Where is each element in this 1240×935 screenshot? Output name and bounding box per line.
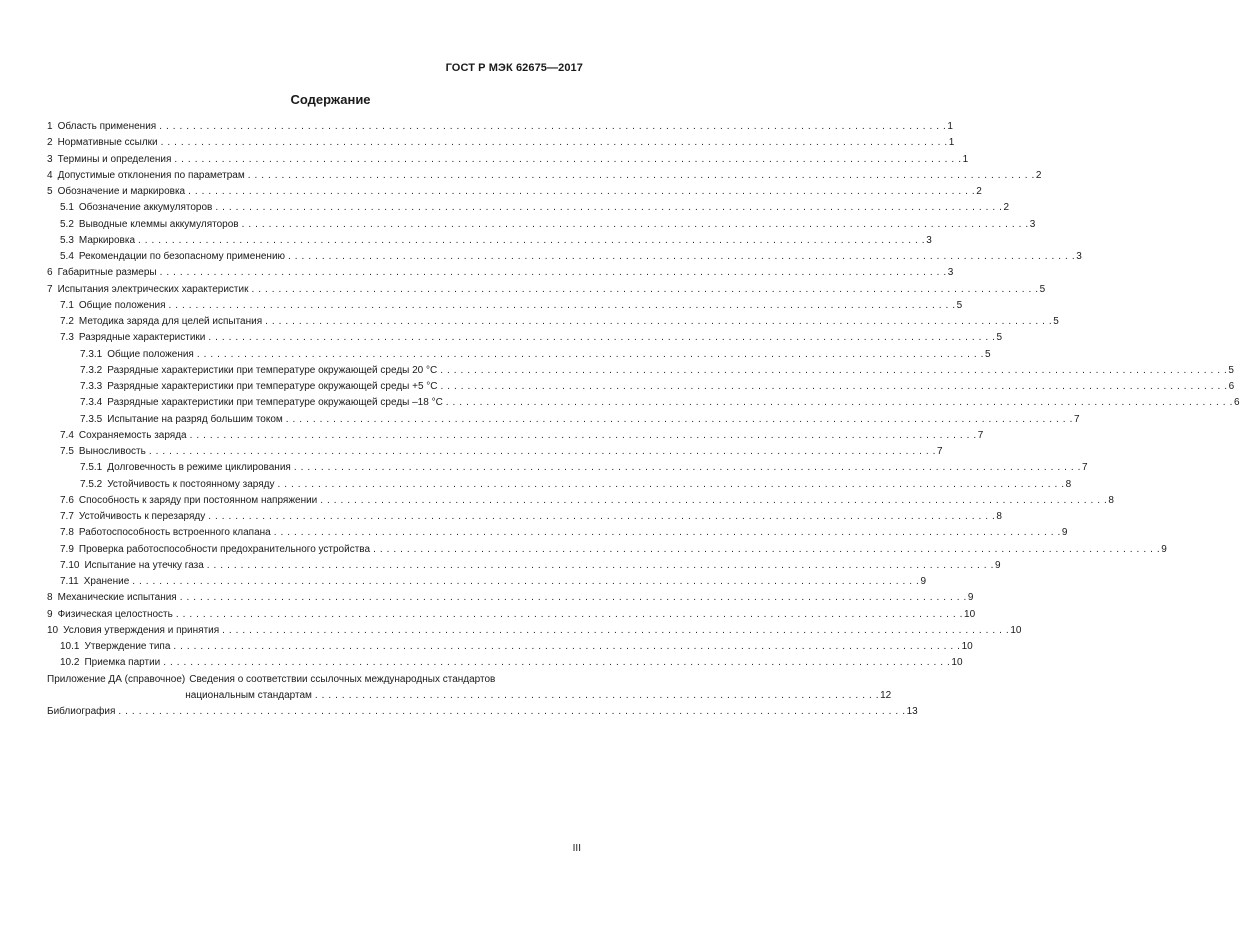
dot-leader (265, 314, 1052, 330)
toc-entry-number: 7.4 (60, 429, 74, 441)
toc-entry[interactable] (47, 152, 969, 168)
toc-entry-page-number: 5 (956, 299, 963, 311)
toc-entry-number: 7.3.4 (80, 397, 103, 409)
toc-entry[interactable] (47, 542, 1167, 558)
toc-entry-number: 7.3.2 (80, 364, 103, 376)
toc-entry-page-number: 6 (1228, 381, 1235, 392)
toc-entry[interactable] (47, 509, 1002, 525)
toc-entry-title: Утверждение типа (84, 641, 171, 652)
toc-entry-title: Рекомендации по безопасному применению (78, 251, 286, 262)
toc-entry-page-number: 9 (1061, 527, 1068, 539)
toc-entry[interactable] (47, 395, 1240, 411)
toc-entry-number: 5.4 (60, 251, 74, 262)
toc-entry-title: Выводные клеммы аккумуляторов (78, 218, 239, 230)
toc-entry-title: Область применения (57, 121, 157, 132)
dot-leader (180, 590, 967, 606)
toc-entry-page-number: 3 (1029, 218, 1036, 230)
toc-entry-title: Методика заряда для целей испытания (78, 316, 263, 327)
toc-entry[interactable] (47, 412, 1080, 428)
toc-entry-number: 7.10 (60, 559, 80, 571)
toc-entry[interactable] (47, 249, 1082, 265)
toc-entry-title: Проверка работоспособности предохранительного устройства (78, 543, 371, 555)
dot-leader (132, 574, 919, 590)
dot-leader (163, 655, 950, 671)
toc-entry-title: Маркировка (78, 234, 136, 246)
toc-entry-title: Условия утверждения и принятия (63, 624, 220, 636)
toc-entry-page-number: 5 (1039, 283, 1046, 295)
toc-entry-number: 7.7 (60, 511, 74, 522)
toc-entry-page-number: 1 (962, 153, 969, 165)
standard-designation: ГОСТ Р МЭК 62675—2017 (445, 62, 583, 74)
toc-entry[interactable] (47, 298, 963, 314)
toc-entry-page-number: 7 (1073, 413, 1080, 425)
toc-entry[interactable] (47, 428, 984, 444)
toc-entry[interactable] (47, 639, 973, 655)
toc-entry-number: 7.3 (60, 332, 74, 344)
dot-leader (441, 379, 1228, 395)
dot-leader (315, 688, 879, 704)
dot-leader (294, 460, 1081, 476)
dot-leader (286, 412, 1073, 428)
annex-title-line2-row (185, 688, 891, 704)
toc-entry[interactable] (47, 119, 953, 135)
dot-leader (242, 217, 1029, 233)
toc-entry[interactable] (47, 477, 1072, 493)
dot-leader (169, 298, 956, 314)
toc-entry-number: 8 (47, 592, 53, 604)
toc-entry-title: Обозначение и маркировка (57, 186, 186, 197)
toc-entry-page-number: 10 (951, 657, 963, 669)
toc-entry-number: 2 (47, 137, 53, 149)
toc-entry[interactable] (47, 265, 954, 281)
toc-entry-title: Разрядные характеристики при температуре окружающей среды –18 °С (107, 397, 443, 409)
dot-leader (274, 525, 1061, 541)
toc-entry-page-number: 9 (920, 576, 926, 587)
annex-page-number: 12 (880, 689, 892, 701)
toc-entry-number: 3 (47, 153, 53, 165)
dot-leader (207, 558, 994, 574)
toc-entry[interactable] (47, 217, 1036, 233)
dot-leader (149, 444, 936, 460)
toc-entry-number: 5 (47, 186, 53, 197)
toc-entry-page-number: 10 (1010, 624, 1022, 636)
table-of-contents (47, 119, 1240, 720)
toc-entry-page-number: 5 (1228, 364, 1234, 376)
toc-entry-title: Выносливость (78, 446, 146, 457)
toc-entry[interactable] (47, 607, 976, 623)
toc-entry[interactable] (47, 655, 963, 671)
toc-entry[interactable] (47, 525, 1068, 541)
dot-leader (138, 233, 925, 249)
dot-leader (176, 607, 963, 623)
toc-entry-title: Допустимые отклонения по параметрам (57, 169, 245, 181)
toc-entry-number: 7.5 (60, 446, 74, 457)
dot-leader (320, 493, 1107, 509)
toc-entry-number: 5.2 (60, 218, 74, 230)
toc-entry[interactable] (47, 200, 1010, 216)
toc-entry-page-number: 5 (996, 332, 1003, 344)
toc-entry-number: 7.9 (60, 543, 74, 555)
toc-entry-number: 9 (47, 608, 53, 620)
toc-entry[interactable] (47, 444, 943, 460)
toc-entry-page-number: 10 (961, 641, 973, 652)
toc-entry[interactable] (47, 184, 982, 200)
toc-entry-page-number: 2 (1035, 169, 1042, 181)
toc-entry-page-number: 5 (1053, 316, 1059, 327)
toc-entry-page-number: 10 (964, 608, 976, 620)
toc-entry[interactable] (47, 558, 1001, 574)
toc-entry-number: 7.3.1 (80, 348, 103, 360)
toc-entry-page-number: 1 (947, 121, 953, 132)
toc-entry-number: 7.6 (60, 494, 74, 506)
toc-entry-title: Термины и определения (57, 153, 172, 165)
toc-entry[interactable] (47, 590, 974, 606)
toc-entry[interactable] (47, 314, 1059, 330)
toc-entry-title: Работоспособность встроенного клапана (78, 527, 271, 539)
toc-entry-page-number: 6 (1233, 397, 1240, 409)
toc-entry[interactable] (47, 574, 926, 590)
toc-entry-page-number: 7 (936, 446, 943, 457)
dot-leader (248, 168, 1035, 184)
toc-entry[interactable] (47, 347, 991, 363)
toc-entry[interactable] (47, 460, 1088, 476)
dot-leader (160, 265, 947, 281)
toc-entry-number: 7 (47, 283, 53, 295)
toc-entry-number: 7.8 (60, 527, 74, 539)
toc-entry[interactable] (47, 330, 1003, 346)
toc-entry-title: Обозначение аккумуляторов (78, 202, 213, 214)
toc-entry-page-number: 2 (976, 186, 982, 197)
toc-entry-title: Общие положения (78, 299, 166, 311)
toc-entry-number: 7.11 (60, 576, 79, 587)
toc-entry-number: 5.3 (60, 234, 74, 246)
dot-leader (161, 135, 948, 151)
bibliography-page-number: 13 (906, 705, 918, 717)
dot-leader (251, 282, 1038, 298)
toc-entry-title: Нормативные ссылки (57, 137, 158, 149)
toc-entry-title: Разрядные характеристики при температуре окружающей среды +5 °С (107, 381, 438, 392)
toc-annex-entry[interactable] (47, 672, 892, 704)
toc-entry[interactable] (47, 168, 1042, 184)
toc-entry-title: Испытание на утечку газа (84, 559, 204, 571)
toc-entry-number: 5.1 (60, 202, 74, 214)
dot-leader (208, 330, 995, 346)
toc-entry-page-number: 3 (926, 234, 932, 246)
dot-leader (197, 347, 984, 363)
dot-leader (159, 119, 946, 135)
dot-leader (208, 509, 995, 525)
dot-leader (118, 704, 905, 720)
bibliography-label: Библиография (47, 705, 116, 717)
toc-entry[interactable] (47, 493, 1114, 509)
page-title: Содержание (290, 92, 371, 107)
dot-leader (190, 428, 977, 444)
annex-title-line1: Сведения о соответствии ссылочных международных стандартов (189, 673, 496, 685)
dot-leader (173, 639, 960, 655)
toc-bibliography-entry[interactable] (47, 704, 918, 720)
toc-entry-page-number: 3 (947, 267, 954, 279)
dot-leader (288, 249, 1075, 265)
toc-entry-page-number: 9 (1161, 543, 1167, 555)
dot-leader (174, 152, 961, 168)
toc-entry-title: Габаритные размеры (57, 267, 157, 279)
toc-entry-number: 7.5.1 (80, 462, 103, 474)
toc-entry-page-number: 2 (1003, 202, 1010, 214)
dot-leader (215, 200, 1002, 216)
toc-entry-page-number: 9 (967, 592, 974, 604)
toc-entry-number: 10.2 (60, 657, 80, 669)
toc-entry-title: Приемка партии (84, 657, 161, 669)
toc-entry-title: Механические испытания (57, 592, 177, 604)
toc-entry-title: Устойчивость к постоянному заряду (107, 478, 275, 490)
page-number-footer: III (572, 843, 581, 854)
dot-leader (373, 542, 1160, 558)
toc-entry-page-number: 8 (996, 511, 1002, 522)
toc-entry[interactable] (47, 363, 1234, 379)
toc-entry-number: 7.3.5 (80, 413, 103, 425)
toc-entry[interactable] (47, 379, 1235, 395)
toc-entry[interactable] (47, 282, 1046, 298)
toc-entry[interactable] (47, 623, 1022, 639)
dot-leader (277, 477, 1064, 493)
dot-leader (222, 623, 1009, 639)
dot-leader (188, 184, 975, 200)
toc-entry-number: 1 (47, 121, 53, 132)
toc-entry-title: Долговечность в режиме циклирования (107, 462, 291, 474)
toc-entry-page-number: 8 (1065, 478, 1072, 490)
toc-entry-page-number: 1 (948, 137, 955, 149)
toc-entry-title: Разрядные характеристики (78, 332, 206, 344)
toc-entry-title: Испытание на разряд большим током (107, 413, 283, 425)
annex-title-line2: национальным стандартам (185, 689, 312, 701)
toc-entry-page-number: 7 (977, 429, 984, 441)
toc-entry-page-number: 9 (994, 559, 1001, 571)
toc-entry-number: 4 (47, 169, 53, 181)
toc-entry-number: 10 (47, 624, 59, 636)
toc-entry-number: 10.1 (60, 641, 80, 652)
toc-entry-title: Хранение (83, 576, 130, 587)
toc-entry-title: Разрядные характеристики при температуре окружающей среды 20 °С (107, 364, 438, 376)
toc-entry[interactable] (47, 233, 932, 249)
toc-entry-page-number: 5 (985, 348, 991, 360)
toc-entry-title: Общие положения (107, 348, 194, 360)
toc-entry-page-number: 8 (1108, 494, 1114, 506)
toc-entry-title: Устойчивость к перезаряду (78, 511, 206, 522)
toc-entry-title: Способность к заряду при постоянном напряжении (78, 494, 318, 506)
toc-entry-number: 7.2 (60, 316, 74, 327)
toc-entry-page-number: 3 (1076, 251, 1082, 262)
toc-entry[interactable] (47, 135, 955, 151)
toc-entry-title: Сохраняемость заряда (78, 429, 187, 441)
toc-entry-number: 7.5.2 (80, 478, 103, 490)
toc-entry-page-number: 7 (1081, 462, 1088, 474)
toc-entry-title: Физическая целостность (57, 608, 173, 620)
dot-leader (446, 395, 1233, 411)
toc-entry-number: 7.1 (60, 299, 74, 311)
toc-entry-title: Испытания электрических характеристик (57, 283, 249, 295)
toc-entry-number: 7.3.3 (80, 381, 103, 392)
dot-leader (440, 363, 1227, 379)
toc-entry-number: 6 (47, 267, 53, 279)
annex-lead: Приложение ДА (справочное) (47, 673, 186, 685)
